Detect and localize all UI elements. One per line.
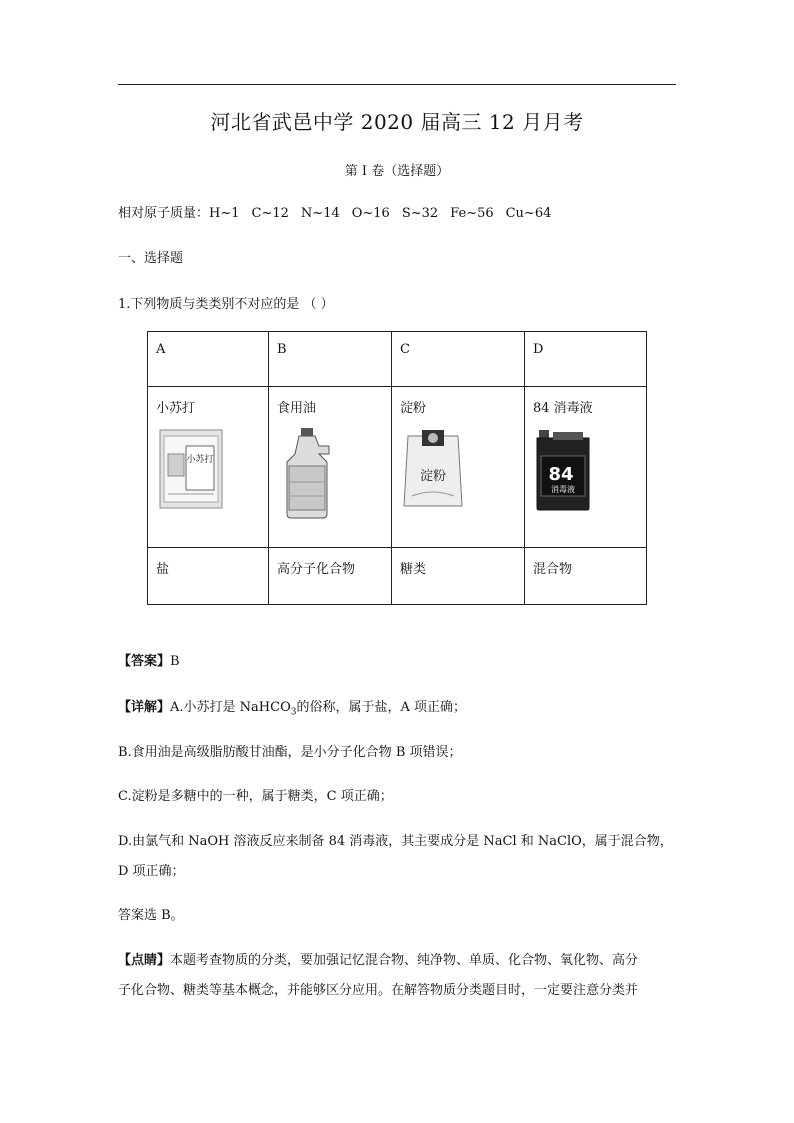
- options-table: [147, 331, 647, 605]
- answer-line: [118, 653, 680, 671]
- option-name-a: 小苏打: [156, 401, 196, 416]
- option-name-d: 84 消毒液: [533, 401, 593, 416]
- exam-subtitle: 第 I 卷（选择题）: [344, 164, 450, 179]
- option-category-b: 高分子化合物: [269, 548, 392, 605]
- answer-label: 【答案】: [118, 654, 171, 669]
- comment-line-2: 子化合物、糖类等基本概念，并能够区分应用。在解答物质分类题目时，一定要注意分类并: [118, 983, 639, 998]
- answer-conclusion: 答案选 B。: [118, 908, 184, 923]
- detail-a-text-end: 的俗称，属于盐，A 项正确；: [296, 700, 467, 715]
- mass-item: O~16: [351, 206, 390, 221]
- option-cell-a: [148, 387, 269, 548]
- option-name-b: 食用油: [277, 401, 317, 416]
- mass-item: Cu~64: [505, 206, 552, 221]
- cooking-oil-bottle-icon: [277, 426, 337, 520]
- option-letter-c: C: [392, 332, 525, 387]
- comment-label: 【点睛】: [118, 953, 171, 968]
- section-heading: 一、选择题: [118, 251, 184, 266]
- option-letter-d: D: [525, 332, 647, 387]
- mass-item: S~32: [401, 206, 439, 221]
- option-letter-a: A: [148, 332, 269, 387]
- mass-item: H~1: [209, 206, 240, 221]
- top-rule: [118, 84, 676, 85]
- starch-bag-text: 淀粉: [419, 469, 447, 484]
- comment-text-1: 本题考查物质的分类，要加强记忆混合物、纯净物、单质、化合物、氧化物、高分: [170, 953, 639, 968]
- detail-b-line: B.食用油是高级脂肪酸甘油酯，是小分子化合物 B 项错误；: [118, 745, 462, 760]
- option-category-d: 混合物: [525, 548, 647, 605]
- option-category-a: 盐: [148, 548, 269, 605]
- atomic-masses: [118, 205, 680, 223]
- disinfectant-label-number: 84: [548, 464, 574, 485]
- detail-d-line-1: D.由氯气和 NaOH 溶液反应来制备 84 消毒液，其主要成分是 NaCl 和 NaClO，属于混合物，: [118, 834, 673, 849]
- option-cell-c: [392, 387, 525, 548]
- detail-c-line: C.淀粉是多糖中的一种，属于糖类，C 项正确；: [118, 789, 393, 804]
- mass-item: N~14: [300, 206, 340, 221]
- mass-item: Fe~56: [450, 206, 494, 221]
- option-cell-b: [269, 387, 392, 548]
- detail-a-line: [118, 699, 680, 722]
- option-cell-d: [525, 387, 647, 548]
- baking-soda-package-text: 小苏打: [186, 455, 214, 465]
- detail-a-subscript: 3: [290, 707, 297, 718]
- answer-value: B: [170, 654, 180, 669]
- comment-line-1: [118, 952, 680, 970]
- mass-item: C~12: [251, 206, 289, 221]
- detail-label: 【详解】: [118, 700, 171, 715]
- detail-a-text: A.小苏打是 NaHCO: [170, 700, 291, 715]
- starch-bag-icon: [400, 426, 466, 512]
- exam-title: 河北省武邑中学 2020 届高三 12 月月考: [210, 110, 584, 134]
- atomic-masses-label: 相对原子质量：: [118, 206, 210, 221]
- detail-d-line-2: D 项正确；: [118, 864, 185, 879]
- question-stem: 1.下列物质与类类别不对应的是 （ ）: [118, 297, 334, 312]
- disinfectant-jug-icon: [533, 426, 593, 512]
- option-name-c: 淀粉: [400, 401, 427, 416]
- option-letter-b: B: [269, 332, 392, 387]
- option-category-c: 糖类: [392, 548, 525, 605]
- baking-soda-package-icon: [156, 426, 226, 512]
- disinfectant-label-text: 消毒液: [551, 485, 575, 494]
